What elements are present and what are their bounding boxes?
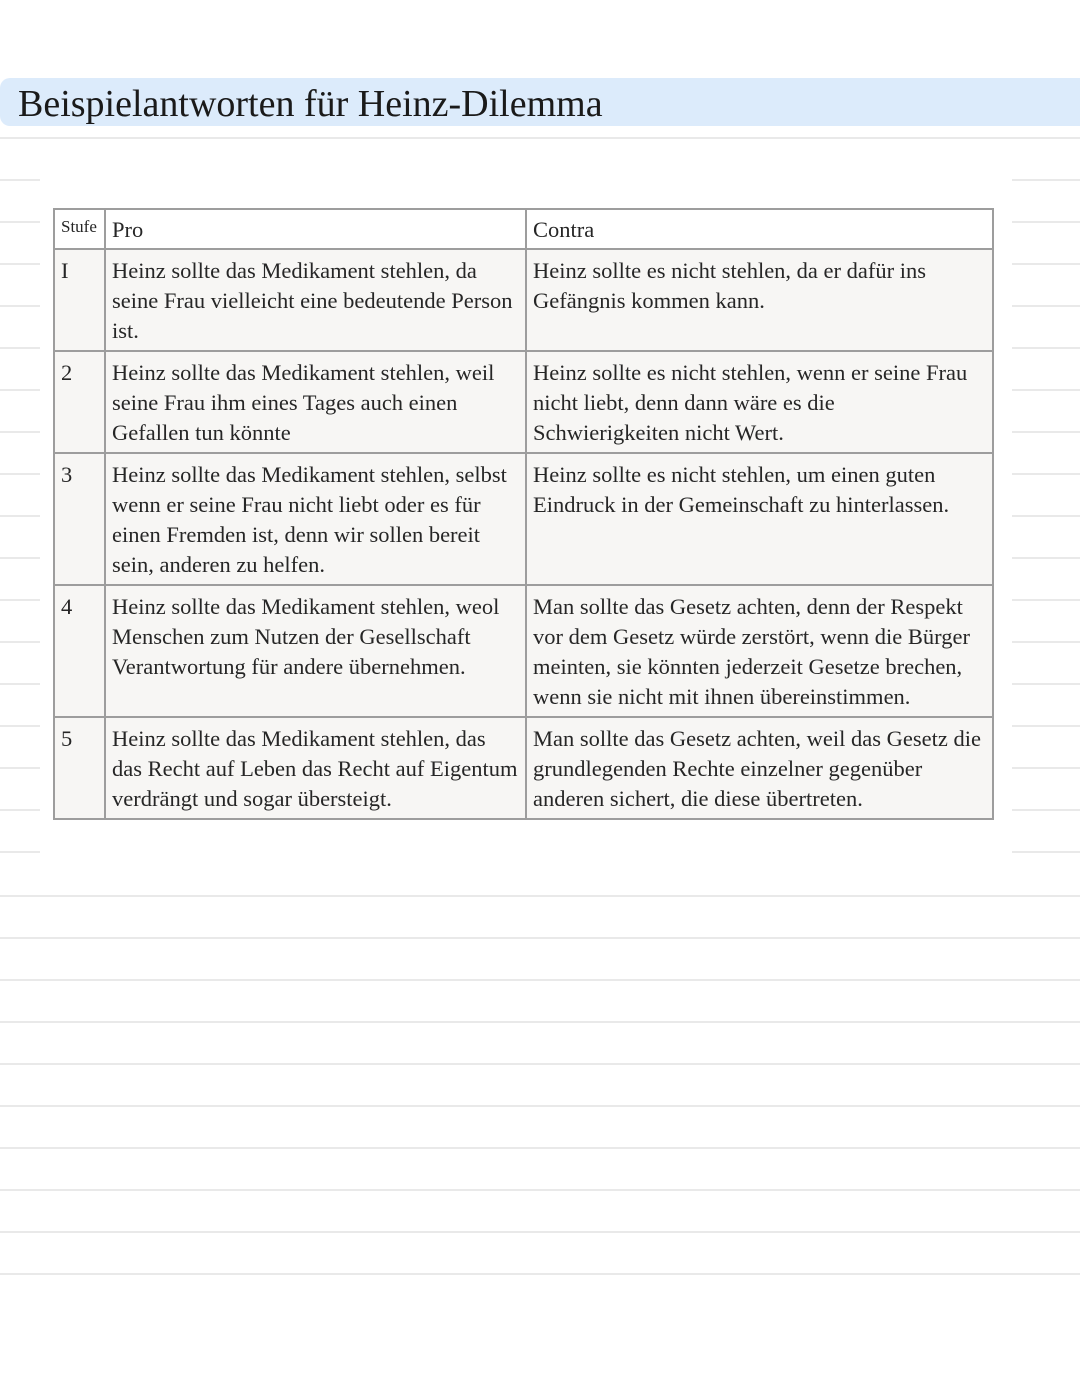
header-pro: Pro bbox=[105, 209, 526, 249]
stufe-cell: 3 bbox=[54, 453, 105, 585]
pro-cell: Heinz sollte das Medikament stehlen, das das Recht auf Leben das Recht auf Eigentum verdrängt und sogar übersteigt. bbox=[105, 717, 526, 819]
header-contra: Contra bbox=[526, 209, 993, 249]
contra-cell: Man sollte das Gesetz achten, denn der Respekt vor dem Gesetz würde zerstört, wenn die Bürger meinten, sie könnten jederzeit Gesetze brechen, wenn sie nicht mit ihnen übereinstimmen. bbox=[526, 585, 993, 717]
header-stufe: Stufe bbox=[54, 209, 105, 249]
contra-cell: Heinz sollte es nicht stehlen, da er dafür ins Gefängnis kommen kann. bbox=[526, 249, 993, 351]
pro-cell: Heinz sollte das Medikament stehlen, da seine Frau vielleicht eine bedeutende Person ist. bbox=[105, 249, 526, 351]
pro-cell: Heinz sollte das Medikament stehlen, selbst wenn er seine Frau nicht liebt oder es für einen Fremden ist, denn wir sollen bereit sein, anderen zu helfen. bbox=[105, 453, 526, 585]
pro-cell: Heinz sollte das Medikament stehlen, weil seine Frau ihm eines Tages auch einen Gefallen tun könnte bbox=[105, 351, 526, 453]
table-header-row bbox=[54, 209, 993, 249]
table-row bbox=[54, 453, 993, 585]
stufen-table bbox=[53, 208, 994, 820]
stufe-cell: 2 bbox=[54, 351, 105, 453]
table-row bbox=[54, 717, 993, 819]
stufe-cell: 4 bbox=[54, 585, 105, 717]
page-title: Beispielantworten für Heinz-Dilemma bbox=[18, 83, 603, 125]
stufe-cell: 5 bbox=[54, 717, 105, 819]
table-row bbox=[54, 585, 993, 717]
table-row bbox=[54, 249, 993, 351]
table-row bbox=[54, 351, 993, 453]
contra-cell: Heinz sollte es nicht stehlen, um einen guten Eindruck in der Gemeinschaft zu hinterlassen. bbox=[526, 453, 993, 585]
stufe-cell: I bbox=[54, 249, 105, 351]
contra-cell: Man sollte das Gesetz achten, weil das Gesetz die grundlegenden Rechte einzelner gegenüber anderen sichert, die diese übertreten. bbox=[526, 717, 993, 819]
contra-cell: Heinz sollte es nicht stehlen, wenn er seine Frau nicht liebt, denn dann wäre es die Schwierigkeiten nicht Wert. bbox=[526, 351, 993, 453]
pro-cell: Heinz sollte das Medikament stehlen, weol Menschen zum Nutzen der Gesellschaft Verantwortung für andere übernehmen. bbox=[105, 585, 526, 717]
